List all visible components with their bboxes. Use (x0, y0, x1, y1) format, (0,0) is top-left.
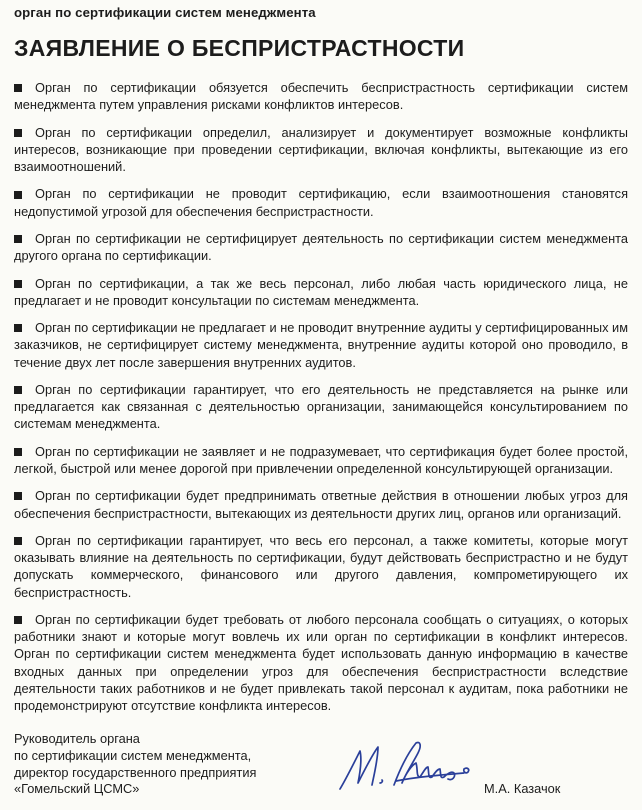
statement-text: Орган по сертификации не заявляет и не подразумевает, что сертификация будет более простой, легкой, быстрой или менее дорогой при привлечении определенной консультирующей организации. (14, 443, 628, 476)
statement-item (14, 79, 628, 113)
square-bullet-icon (14, 129, 22, 137)
statement-item (14, 124, 628, 176)
signatory-line: по сертификации систем менеджмента, (14, 747, 252, 763)
statement-text: Орган по сертификации обязуется обеспечить беспристрастность сертификации систем менеджмента путем управления рисками конфликтов интересов. (14, 80, 628, 113)
statement-text: Орган по сертификации, а так же весь персонал, либо любая часть юридического лица, не предлагает и не проводит консультации по системам менеджмента. (14, 275, 628, 308)
statement-text: Орган по сертификации гарантирует, что его деятельность не представляется на рынке или предлагается как связанная с деятельностью организации, занимающейся консультированием по системам менеджмента. (14, 381, 628, 432)
statement-text: Орган по сертификации гарантирует, что весь его персонал, а также комитеты, которые могут оказывать влияние на деятельность по сертификации, будут действовать беспристрастно и не будут допускать коммерческого, финансового или другого давления, компрометирующего их беспристрастность. (14, 532, 628, 600)
handwritten-signature (336, 733, 486, 795)
signatory-line: «Гомельский ЦСМС» (14, 781, 140, 797)
square-bullet-icon (14, 537, 22, 545)
statement-text: Орган по сертификации будет требовать от любого персонала сообщать о ситуациях, о которых работники знают и которые могут вовлечь их или орган по сертификации в конфликт интересов. Орган по сертификации систем менеджмента будет использовать данную информацию в качестве входных данных при определении угроз для обеспечения беспристрастности вследствие деятельности таких работников и не будет привлекать такой персонал к аудитам, пока работники не продемонстрируют отсутствие конфликта интересов. (14, 611, 628, 713)
statement-item (14, 487, 628, 521)
square-bullet-icon (14, 191, 22, 199)
statement-text: Орган по сертификации будет предпринимать ответные действия в отношении любых угроз для обеспечения беспристрастности, вытекающих из деятельности других лиц, органов или организаций. (14, 488, 628, 521)
statement-text: Орган по сертификации не проводит сертификацию, если взаимоотношения становятся недопустимой угрозой для обеспечения беспристрастности. (14, 186, 628, 219)
statement-item (14, 230, 628, 264)
statement-item (14, 185, 628, 219)
statement-text: Орган по сертификации определил, анализирует и документирует возможные конфликты интересов, возникающие при проведении сертификации, включая конфликты, вытекающие из его взаимоотношений. (14, 124, 628, 174)
square-bullet-icon (14, 84, 22, 92)
statement-item (14, 275, 628, 309)
square-bullet-icon (14, 448, 22, 456)
square-bullet-icon (14, 280, 22, 288)
square-bullet-icon (14, 235, 22, 243)
square-bullet-icon (14, 492, 22, 500)
square-bullet-icon (14, 616, 22, 624)
signatory-line: Руководитель органа (14, 731, 140, 746)
statement-item (14, 319, 628, 371)
statement-text: Орган по сертификации не сертифицирует деятельность по сертификации систем менеджмента другого органа по сертификации. (14, 230, 628, 264)
statement-list (14, 79, 628, 724)
signatory-title (14, 731, 256, 798)
statement-item (14, 443, 628, 477)
signatory-line: директор государственного предприятия (14, 764, 257, 780)
document-title: ЗАЯВЛЕНИЕ О БЕСПРИСТРАСТНОСТИ (14, 35, 465, 61)
square-bullet-icon (14, 324, 22, 332)
statement-item (14, 532, 628, 601)
signature-block (14, 731, 628, 803)
statement-item (14, 611, 628, 714)
statement-text: Орган по сертификации не предлагает и не проводит внутренние аудиты у сертифицированных им заказчиков, не сертифицирует систему менеджмента, внутренние аудиты которой оно проводило, в течение двух лет после завершения внутренних аудитов. (14, 320, 628, 370)
organization-header: орган по сертификации систем менеджмента (14, 5, 316, 20)
statement-item (14, 381, 628, 433)
square-bullet-icon (14, 386, 22, 394)
signer-name: М.А. Казачок (484, 781, 561, 796)
